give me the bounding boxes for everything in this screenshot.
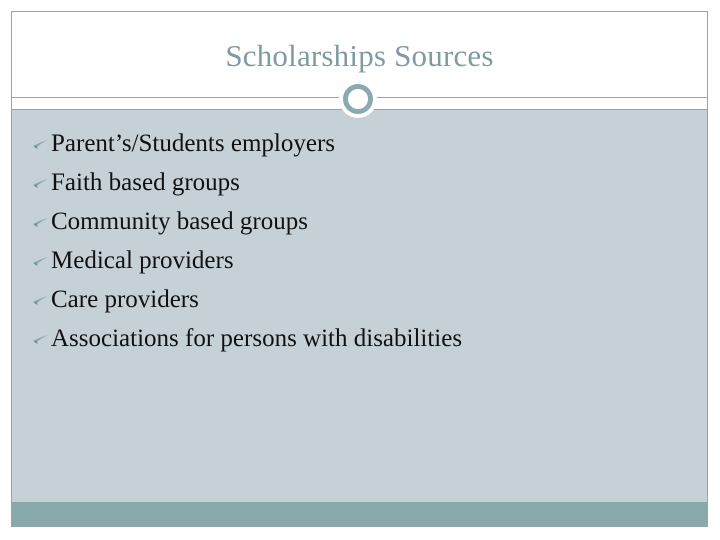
- circle-ornament-icon: [339, 80, 377, 118]
- sparkle-bullet-icon: [30, 173, 50, 193]
- slide-title: Scholarships Sources: [225, 38, 494, 73]
- sparkle-bullet-icon: [30, 290, 50, 310]
- bullet-text: Care providers: [51, 285, 199, 313]
- bullet-text: Medical providers: [51, 246, 234, 274]
- sparkle-bullet-icon: [30, 134, 50, 154]
- bullet-item: [40, 280, 462, 319]
- sparkle-bullet-icon: [30, 251, 50, 271]
- sparkle-bullet-icon: [30, 329, 50, 349]
- bullet-text: Associations for persons with disabilities: [51, 324, 463, 352]
- sparkle-bullet-icon: [30, 212, 50, 232]
- bullet-item: [40, 124, 462, 163]
- bullet-item: [40, 319, 462, 358]
- bullet-text: Community based groups: [51, 207, 308, 235]
- bullet-item: [40, 163, 462, 202]
- bullet-item: [40, 241, 462, 280]
- bullet-item: [40, 202, 462, 241]
- bullet-list: [40, 124, 462, 358]
- slide: [11, 11, 708, 527]
- bullet-text: Parent’s/Students employers: [51, 129, 335, 157]
- footer-bar: [12, 502, 707, 526]
- bullet-text: Faith based groups: [51, 168, 240, 196]
